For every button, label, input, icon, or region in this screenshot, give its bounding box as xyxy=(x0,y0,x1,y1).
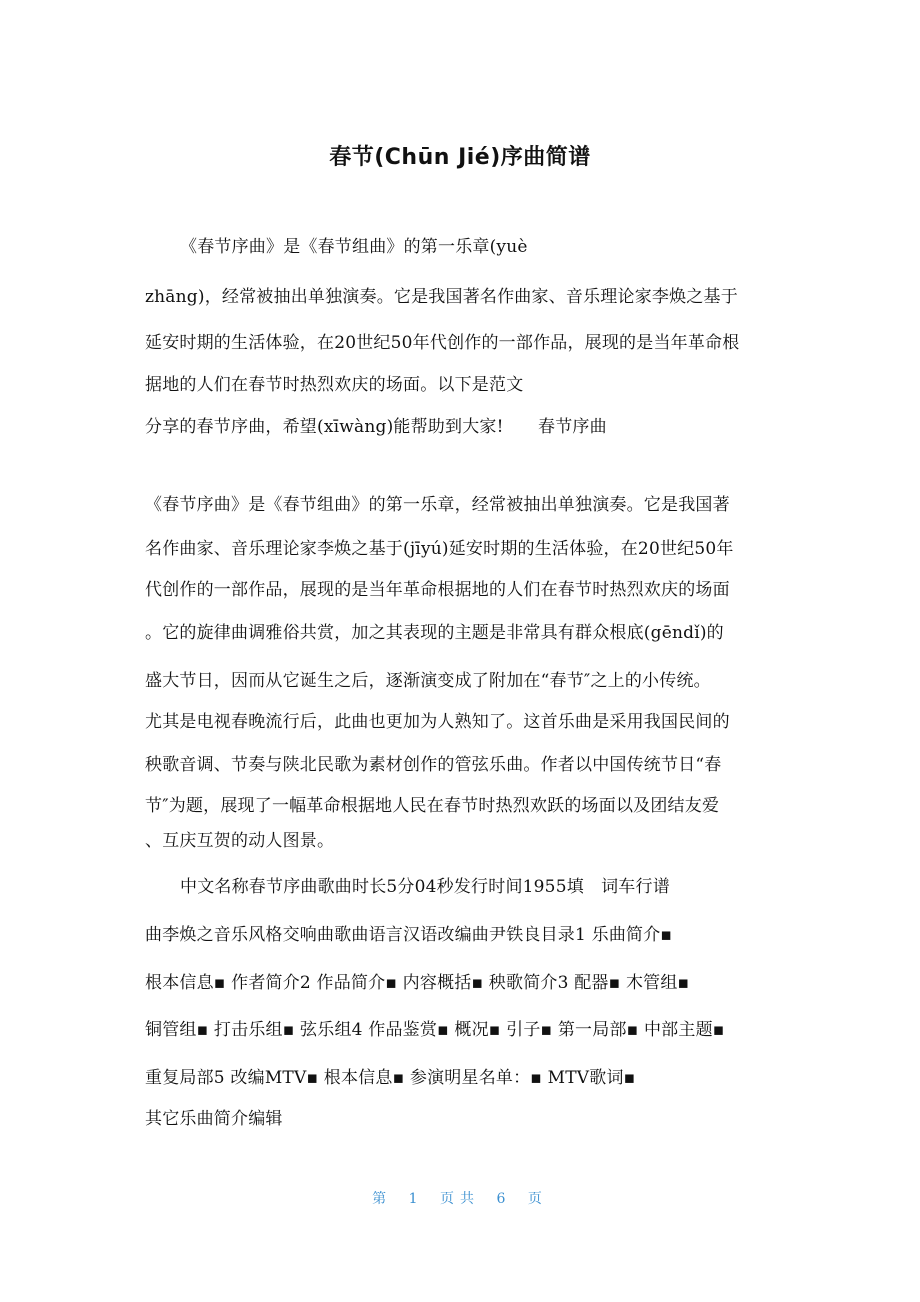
text-line: 《春节序曲》是《春节组曲》的第一乐章(yuè xyxy=(180,237,528,257)
text-line: 据地的人们在春节时热烈欢庆的场面。以下是范文 xyxy=(145,375,524,395)
text-line: 代创作的一部作品，展现的是当年革命根据地的人们在春节时热烈欢庆的场面 xyxy=(145,580,730,600)
text-line: 延安时期的生活体验，在20世纪50年代创作的一部作品，展现的是当年革命根 xyxy=(145,333,740,353)
text-line: 名作曲家、音乐理论家李焕之基于(jīyú)延安时期的生活体验，在20世纪50年 xyxy=(145,539,734,559)
text-line: 其它乐曲简介编辑 xyxy=(145,1109,283,1129)
text-line: 铜管组▪ 打击乐组▪ 弦乐组4 作品鉴赏▪ 概况▪ 引子▪ 第一局部▪ 中部主题▪ xyxy=(145,1020,725,1040)
text-line: 。它的旋律曲调雅俗共赏，加之其表现的主题是非常具有群众根底(gēndǐ)的 xyxy=(145,623,724,643)
text-line: 中文名称春节序曲歌曲时长5分04秒发行时间1955填 词车行谱 xyxy=(180,877,670,897)
footer-suffix: 页 xyxy=(527,1191,548,1207)
text-line: 盛大节日，因而从它诞生之后，逐渐演变成了附加在“春节″之上的小传统。 xyxy=(145,671,711,691)
text-line: 、互庆互贺的动人图景。 xyxy=(145,831,335,851)
footer-middle: 页共 xyxy=(440,1191,480,1207)
footer-prefix: 第 xyxy=(372,1191,393,1207)
text-line: 节″为题，展现了一幅革命根据地人民在春节时热烈欢跃的场面以及团结友爱 xyxy=(145,796,720,816)
text-line: 尤其是电视春晚流行后，此曲也更加为人熟知了。这首乐曲是采用我国民间的 xyxy=(145,712,730,732)
text-line: 根本信息▪ 作者简介2 作品简介▪ 内容概括▪ 秧歌简介3 配器▪ 木管组▪ xyxy=(145,973,690,993)
footer-total-pages: 6 xyxy=(496,1191,512,1207)
text-line: zhāng)，经常被抽出单独演奏。它是我国著名作曲家、音乐理论家李焕之基于 xyxy=(145,287,738,307)
text-line: 曲李焕之音乐风格交响曲歌曲语言汉语改编曲尹铁良目录1 乐曲简介▪ xyxy=(145,925,673,945)
text-line: 分享的春节序曲，希望(xīwàng)能帮助到大家! 春节序曲 xyxy=(145,417,607,437)
text-line: 重复局部5 改编MTV▪ 根本信息▪ 参演明星名单：▪ MTV歌词▪ xyxy=(145,1068,636,1088)
document-title: 春节(Chūn Jié)序曲简谱 xyxy=(329,145,591,170)
footer-page-number: 1 xyxy=(408,1191,424,1207)
text-line: 秧歌音调、节奏与陕北民歌为素材创作的管弦乐曲。作者以中国传统节日“春 xyxy=(145,755,722,775)
text-line: 《春节序曲》是《春节组曲》的第一乐章，经常被抽出单独演奏。它是我国著 xyxy=(145,495,730,515)
page-footer xyxy=(0,1188,920,1208)
